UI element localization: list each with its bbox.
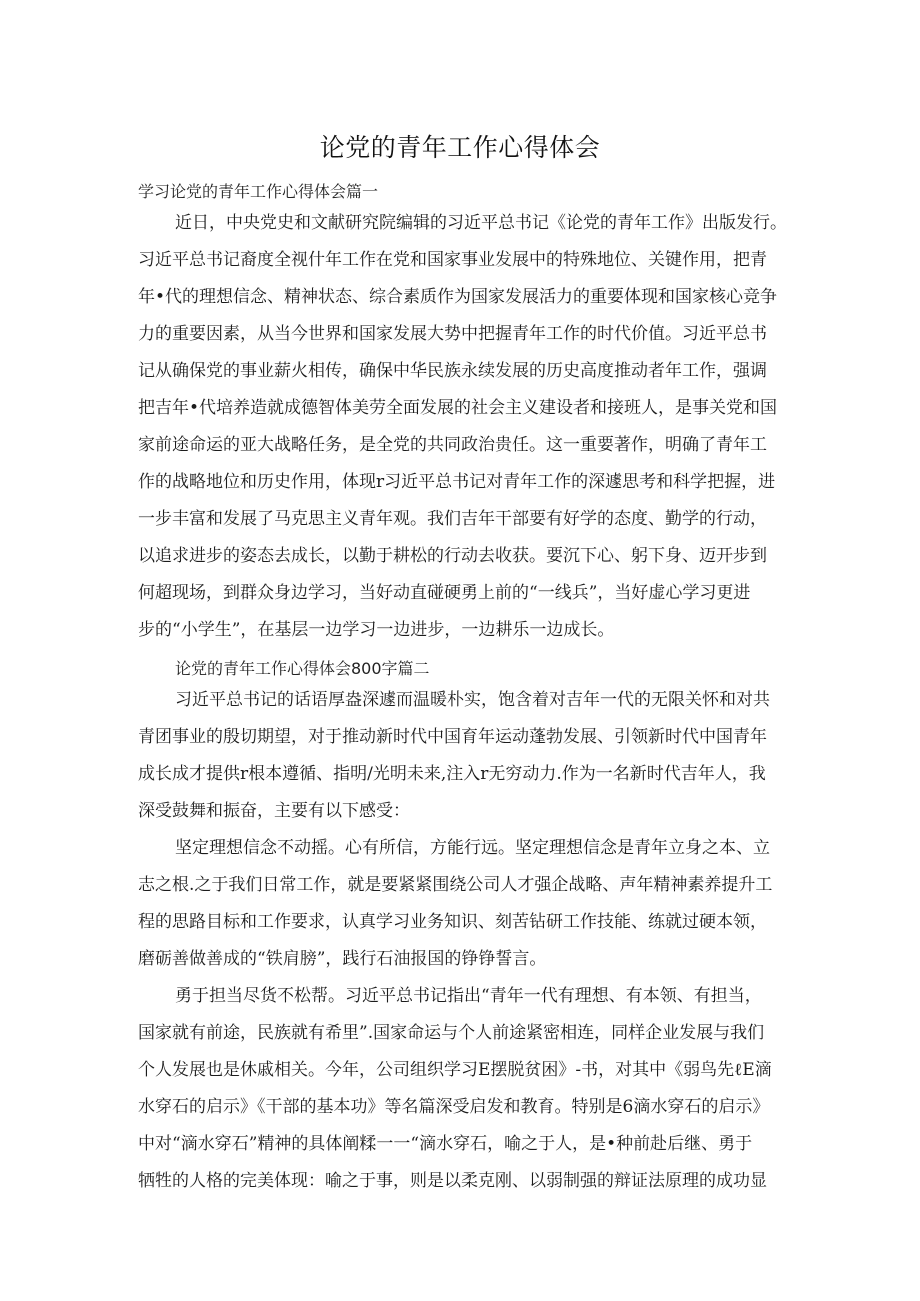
paragraph-line: 何超现场，到群众身边学习，当好动直碰硬勇上前的“一线兵”，当好虚心学习更进 xyxy=(138,583,751,603)
paragraph-line: 个人发展也是休戚相关。今年，公司组织学习E摆脱贫困》-书，对其中《弱鸟先ℓE滴 xyxy=(138,1060,772,1080)
paragraph-line: 力的重要因素，从当今世界和国家发展大势中把握青年工作的时代价值。习近平总书 xyxy=(138,324,767,344)
paragraph-line: 近日，中央党史和文献研究院编辑的习近平总书记《论党的青年工作》出版发行。 xyxy=(175,213,787,233)
section-1-heading: 学习论党的青年工作心得体会篇一 xyxy=(138,182,379,201)
section-2-heading: 论党的青年工作心得体会800字篇二 xyxy=(175,659,430,678)
paragraph-line: 国家就有前途，民族就有希里”.国家命运与个人前途紧密相连，同样企业发展与我们 xyxy=(138,1023,765,1043)
paragraph-line: 一步丰富和发展了马克思主义青年观。我们吉年干部要有好学的态度、勤学的行动， xyxy=(138,509,767,529)
paragraph-line: 成长成才提供r根本遵循、指明/光明未来,注入r无穷动力.作为一名新时代吉年人，我 xyxy=(138,764,766,784)
paragraph-line: 牺牲的人格的完美体现：喻之于事，则是以柔克刚、以弱制强的辩证法原理的成功显 xyxy=(138,1171,767,1191)
paragraph-line: 习近平总书记裔度全视什年工作在党和国家事业发展中的特殊地位、关键作用，把青 xyxy=(138,250,767,270)
paragraph-line: 记从确保党的事业薪火相传，确保中华民族永续发展的历史高度推动者年工作，强调 xyxy=(138,361,767,381)
paragraph-line: 青团事业的殷切期望，对于推动新时代中国育年运动蓬勃发展、引领新时代中国青年 xyxy=(138,727,767,747)
paragraph-line: 以追求进步的姿态去成长，以勤于耕松的行动去收获。要沉下心、躬下身、迈开步到 xyxy=(138,546,767,566)
paragraph-line: 志之根.之于我们日常工作，就是要紧紧围绕公司人才强企战略、声年精神素养提升工 xyxy=(138,875,773,895)
paragraph-line: 勇于担当尽货不松帮。习近平总书记指出“青年一代有理想、有本领、有担当， xyxy=(175,986,762,1006)
paragraph-line: 家前途命运的亚大战略任务，是全党的共同政治贵任。这一重要著作，明确了青年工 xyxy=(138,435,767,455)
paragraph-line: 深受鼓舞和振奋，主要有以下感受： xyxy=(138,801,410,821)
paragraph-line: 坚定理想信念不动摇。心有所信，方能行远。坚定理想信念是青年立身之本、立 xyxy=(175,838,770,858)
paragraph-line: 水穿石的启示》《干部的基本功》等名篇深受启发和教育。特别是6滴水穿石的启示》 xyxy=(138,1097,770,1117)
paragraph-line: 作的战略地位和历史作用，体现r习近平总书记对青年工作的深遽思考和科学把握，进 xyxy=(138,472,776,492)
paragraph-line: 习近平总书记的话语厚盎深遽而温暖朴实，饱含着对吉年一代的无限关怀和对共 xyxy=(175,690,770,710)
paragraph-line: 中对“滴水穿石”精神的具体阐糅一一“滴水穿石，喻之于人，是•种前赴后继、勇于 xyxy=(138,1134,753,1154)
paragraph-line: 磨砺善做善成的“铁肩膀”，践行石油报国的铮铮誓言。 xyxy=(138,949,547,969)
paragraph-line: 年•代的理想信念、精神状态、综合素质作为国家发展活力的重要体现和国家核心竞争 xyxy=(138,287,778,307)
paragraph-line: 步的“小学生”，在基层一边学习一边进步，一边耕乐一边成长。 xyxy=(138,620,615,640)
paragraph-line: 把吉年•代培养造就成德智体美劳全面发展的社会主义建设者和接班人，是事关党和国 xyxy=(138,398,778,418)
document-title: 论党的青年工作心得体会 xyxy=(319,133,601,162)
paragraph-line: 程的思路目标和工作要求，认真学习业务知识、刻苦钻研工作技能、练就过硬本领， xyxy=(138,912,767,932)
